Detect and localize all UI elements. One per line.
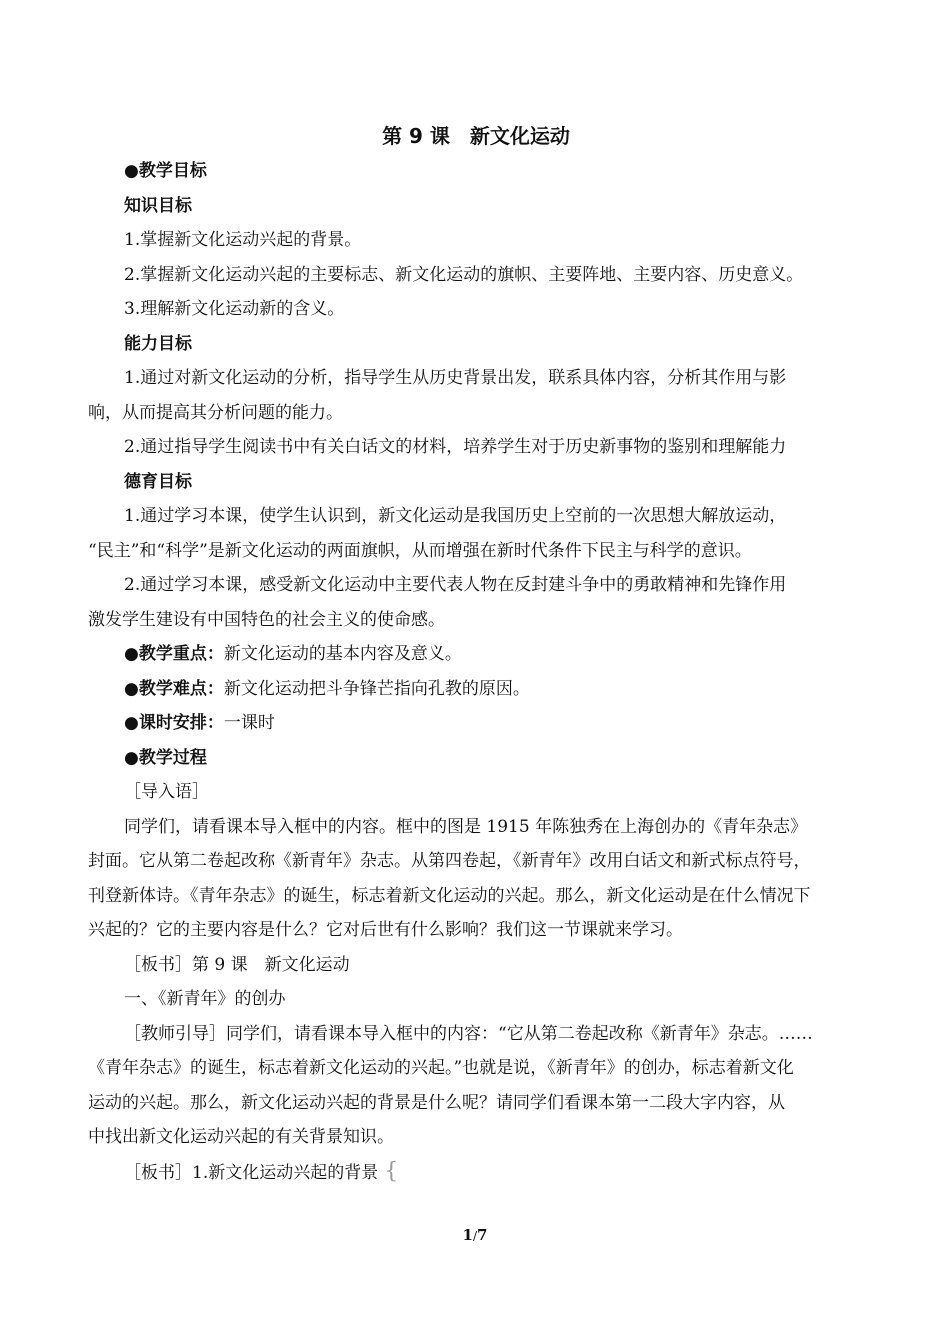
- page-separator: /: [472, 1229, 478, 1243]
- moral-item-2-line-1: 2.通过学习本课，感受新文化运动中主要代表人物在反封建斗争中的勇敢精神和先锋作用: [124, 575, 787, 595]
- moral-item-1-line-1: 1.通过学习本课，使学生认识到，新文化运动是我国历史上空前的一次思想大解放运动，: [124, 506, 787, 526]
- intro-line: 刊登新体诗。《青年杂志》的诞生，标志着新文化运动的兴起。那么，新文化运动是在什么情况下: [88, 885, 811, 906]
- page-total: 7: [477, 1226, 488, 1244]
- objectives-heading: ●教学目标: [124, 161, 207, 181]
- key-point-label: ●教学重点：: [124, 644, 224, 664]
- page-number: 1: [462, 1226, 473, 1244]
- knowledge-item: 3.理解新文化运动新的含义。: [124, 299, 345, 319]
- key-point: [88, 637, 864, 672]
- teacher-line: 中找出新文化运动兴起的有关背景知识。: [88, 1127, 394, 1147]
- board-note-2-text: ［板书］1.新文化运动兴起的背景: [124, 1162, 379, 1183]
- brace-glyph: {: [384, 1158, 399, 1184]
- ability-heading: 能力目标: [124, 333, 192, 354]
- difficulty-text: 新文化运动把斗争锋芒指向孔教的原因。: [223, 678, 530, 699]
- section-heading-1: 一、《新青年》的创办: [124, 989, 286, 1009]
- teacher-line: 《青年杂志》的诞生，标志着新文化运动的兴起。”也就是说，《新青年》的创办，标志着新文化: [88, 1058, 794, 1078]
- key-point-text: 新文化运动的基本内容及意义。: [223, 644, 462, 664]
- process-heading: ●教学过程: [124, 747, 207, 768]
- moral-item-2-line-2: 激发学生建设有中国特色的社会主义的使命感。: [88, 609, 445, 630]
- lesson-title: 第 9 课 新文化运动: [382, 124, 570, 148]
- document-page: [88, 118, 864, 1190]
- difficulty-label: ●教学难点：: [124, 678, 224, 699]
- intro-line: 封面。它从第二卷起改称《新青年》杂志。从第四卷起，《新青年》改用白话文和新式标点符号，: [88, 851, 811, 871]
- intro-line: 同学们，请看课本导入框中的内容。框中的图是 1915 年陈独秀在上海创办的《青年杂志》: [124, 816, 808, 837]
- board-note-2: [88, 1155, 864, 1191]
- knowledge-heading: 知识目标: [124, 195, 192, 216]
- ability-item-1-line-1: 1.通过对新文化运动的分析，指导学生从历史背景出发，联系具体内容，分析其作用与影: [124, 368, 787, 388]
- moral-heading: 德育目标: [124, 471, 192, 492]
- ability-item-1-line-2: 响，从而提高其分析问题的能力。: [88, 402, 343, 423]
- schedule-label: ●课时安排：: [124, 713, 224, 733]
- schedule-text: 一课时: [223, 713, 275, 733]
- schedule: [88, 706, 864, 741]
- knowledge-item: 2.掌握新文化运动兴起的主要标志、新文化运动的旗帜、主要阵地、主要内容、历史意义。: [124, 264, 804, 285]
- moral-item-1-line-2: “民主”和“科学”是新文化运动的两面旗帜，从而增强在新时代条件下民主与科学的意识。: [88, 540, 752, 561]
- intro-line: 兴起的？它的主要内容是什么？它对后世有什么影响？我们这一节课就来学习。: [88, 920, 683, 940]
- teacher-line: ［教师引导］同学们，请看课本导入框中的内容：“它从第二卷起改称《新青年》杂志。……: [124, 1023, 813, 1044]
- ability-item-2: 2.通过指导学生阅读书中有关白话文的材料，培养学生对于历史新事物的鉴别和理解能力: [124, 437, 787, 457]
- intro-tag: ［导入语］: [124, 782, 209, 802]
- board-note-1: ［板书］第 9 课 新文化运动: [124, 954, 350, 975]
- page-footer: [0, 1226, 950, 1244]
- knowledge-item: 1.掌握新文化运动兴起的背景。: [124, 230, 362, 250]
- teacher-line: 运动的兴起。那么，新文化运动兴起的背景是什么呢？请同学们看课本第一二段大字内容，从: [88, 1092, 785, 1113]
- difficulty: [88, 672, 864, 707]
